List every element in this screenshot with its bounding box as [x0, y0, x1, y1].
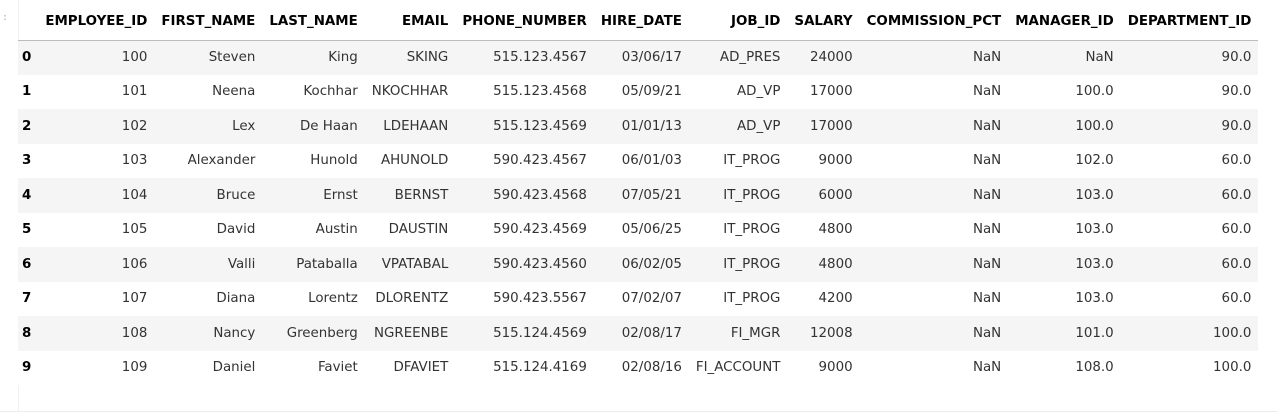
table-cell: Lorentz — [308, 291, 358, 307]
table-cell: LDEHAAN — [383, 118, 449, 134]
table-cell: 02/08/16 — [621, 360, 682, 376]
table-cell: David — [216, 222, 256, 238]
table-cell: 590.423.4569 — [493, 222, 587, 238]
table-cell: 01/01/13 — [621, 118, 682, 134]
table-cell: 17000 — [810, 84, 853, 100]
table-cell: 108 — [121, 325, 148, 341]
table-cell: 02/08/17 — [621, 325, 682, 341]
table-cell: 07/02/07 — [621, 291, 682, 307]
column-header: SALARY — [787, 4, 859, 40]
table-cell: Austin — [315, 222, 358, 238]
table-cell: 515.123.4567 — [493, 50, 587, 65]
table-cell: Neena — [212, 84, 256, 100]
table-cell: 515.123.4568 — [493, 84, 587, 100]
column-header: EMAIL — [365, 4, 456, 40]
row-index: 0 — [22, 50, 32, 65]
table-cell: Alexander — [187, 153, 256, 169]
table-cell: NaN — [972, 84, 1002, 100]
table-header — [18, 4, 1258, 40]
table-cell: 105 — [121, 222, 148, 238]
table-cell: Hunold — [310, 153, 358, 169]
table-cell: 590.423.4560 — [493, 256, 587, 272]
table-cell: 24000 — [810, 50, 853, 65]
table-cell: King — [328, 50, 358, 65]
table-cell: 4800 — [818, 256, 853, 272]
row-index: 1 — [22, 84, 32, 100]
column-header: DEPARTMENT_ID — [1121, 4, 1258, 40]
table-cell: 590.423.5567 — [493, 291, 587, 307]
table-body — [18, 40, 1258, 385]
table-cell: Valli — [227, 256, 256, 272]
table-cell: 100 — [121, 50, 148, 65]
table-row — [18, 75, 1258, 110]
table-cell: DFAVIET — [393, 360, 449, 376]
table-cell: 06/01/03 — [621, 153, 682, 169]
table-row — [18, 316, 1258, 351]
table-cell: NaN — [972, 222, 1002, 238]
table-cell: 60.0 — [1221, 187, 1252, 203]
table-cell: 05/06/25 — [621, 222, 682, 238]
table-cell: 108.0 — [1075, 360, 1114, 376]
table-cell: NGREENBE — [374, 325, 449, 341]
row-index: 2 — [22, 118, 32, 134]
output-prompt-marker: : — [2, 12, 9, 23]
column-header: JOB_ID — [689, 4, 788, 40]
table-cell: 515.124.4169 — [493, 360, 587, 376]
table-cell: 4200 — [818, 291, 853, 307]
column-header: EMPLOYEE_ID — [38, 4, 154, 40]
table-cell: AD_VP — [737, 118, 781, 134]
cell-output-area[interactable] — [18, 4, 1258, 400]
table-cell: IT_PROG — [723, 187, 781, 203]
table-cell: 03/06/17 — [621, 50, 682, 65]
table-cell: 9000 — [818, 153, 853, 169]
table-cell: 06/02/05 — [621, 256, 682, 272]
table-cell: 100.0 — [1075, 84, 1114, 100]
table-cell: 103 — [121, 153, 148, 169]
table-cell: IT_PROG — [723, 222, 781, 238]
table-cell: 90.0 — [1221, 84, 1252, 100]
index-header — [18, 4, 38, 40]
table-cell: AD_PRES — [719, 50, 781, 65]
table-cell: 60.0 — [1221, 222, 1252, 238]
table-cell: NaN — [972, 50, 1002, 65]
table-cell: 103.0 — [1075, 291, 1114, 307]
table-cell: NaN — [972, 153, 1002, 169]
table-cell: NaN — [1085, 50, 1114, 65]
table-cell: 9000 — [818, 360, 853, 376]
table-cell: 102.0 — [1075, 153, 1114, 169]
table-cell: DLORENTZ — [375, 291, 449, 307]
table-cell: De Haan — [299, 118, 358, 134]
table-cell: Nancy — [213, 325, 256, 341]
table-cell: 104 — [121, 187, 148, 203]
table-cell: NaN — [972, 325, 1002, 341]
table-cell: 101.0 — [1075, 325, 1114, 341]
row-index: 7 — [22, 291, 32, 307]
column-header: FIRST_NAME — [154, 4, 262, 40]
table-cell: VPATABAL — [381, 256, 449, 272]
table-cell: 17000 — [810, 118, 853, 134]
table-cell: NKOCHHAR — [371, 84, 449, 100]
table-cell: Greenberg — [286, 325, 358, 341]
column-header: HIRE_DATE — [594, 4, 689, 40]
table-cell: Pataballa — [296, 256, 358, 272]
row-index: 4 — [22, 187, 32, 203]
table-row — [18, 109, 1258, 144]
table-cell: 100.0 — [1213, 325, 1252, 341]
table-row — [18, 40, 1258, 75]
table-cell: SKING — [406, 50, 449, 65]
table-cell: NaN — [972, 256, 1002, 272]
column-header: PHONE_NUMBER — [455, 4, 594, 40]
header-row — [18, 4, 1258, 40]
table-cell: 106 — [121, 256, 148, 272]
table-cell: Steven — [208, 50, 256, 65]
table-cell: 12008 — [810, 325, 853, 341]
table-cell: NaN — [972, 291, 1002, 307]
table-row — [18, 247, 1258, 282]
table-cell: Ernst — [323, 187, 358, 203]
dataframe-table — [18, 4, 1258, 385]
table-cell: Faviet — [317, 360, 358, 376]
table-cell: 100.0 — [1075, 118, 1114, 134]
table-cell: 101 — [121, 84, 148, 100]
table-cell: 102 — [121, 118, 148, 134]
table-cell: Diana — [216, 291, 256, 307]
table-cell: Daniel — [212, 360, 256, 376]
output-prompt-gutter — [0, 0, 19, 412]
table-cell: Bruce — [216, 187, 256, 203]
table-cell: 109 — [121, 360, 148, 376]
table-cell: 103.0 — [1075, 187, 1114, 203]
table-cell: 103.0 — [1075, 222, 1114, 238]
table-cell: FI_ACCOUNT — [695, 360, 781, 376]
table-cell: BERNST — [394, 187, 449, 203]
table-cell: IT_PROG — [723, 153, 781, 169]
row-index: 6 — [22, 256, 32, 272]
table-cell: AHUNOLD — [380, 153, 449, 169]
table-row — [18, 351, 1258, 386]
row-index: 9 — [22, 360, 32, 376]
table-cell: NaN — [972, 187, 1002, 203]
row-index: 8 — [22, 325, 32, 341]
table-cell: 107 — [121, 291, 148, 307]
table-cell: FI_MGR — [730, 325, 781, 341]
column-header: LAST_NAME — [262, 4, 364, 40]
table-cell: 90.0 — [1221, 118, 1252, 134]
table-row — [18, 144, 1258, 179]
table-cell: NaN — [972, 360, 1002, 376]
table-cell: AD_VP — [737, 84, 781, 100]
table-cell: DAUSTIN — [388, 222, 449, 238]
table-row — [18, 213, 1258, 248]
table-cell: Kochhar — [303, 84, 358, 100]
table-cell: IT_PROG — [723, 291, 781, 307]
column-header: MANAGER_ID — [1008, 4, 1121, 40]
table-cell: 103.0 — [1075, 256, 1114, 272]
table-row — [18, 178, 1258, 213]
table-cell: 60.0 — [1221, 153, 1252, 169]
table-cell: 100.0 — [1213, 360, 1252, 376]
table-cell: 6000 — [818, 187, 853, 203]
table-cell: 4800 — [818, 222, 853, 238]
table-cell: NaN — [972, 118, 1002, 134]
table-cell: IT_PROG — [723, 256, 781, 272]
row-index: 5 — [22, 222, 32, 238]
row-index: 3 — [22, 153, 32, 169]
table-cell: Lex — [232, 118, 256, 134]
table-cell: 515.123.4569 — [493, 118, 587, 134]
table-cell: 05/09/21 — [621, 84, 682, 100]
column-header: COMMISSION_PCT — [860, 4, 1009, 40]
table-cell: 60.0 — [1221, 256, 1252, 272]
table-row — [18, 282, 1258, 317]
table-cell: 07/05/21 — [621, 187, 682, 203]
table-cell: 590.423.4567 — [493, 153, 587, 169]
table-cell: 515.124.4569 — [493, 325, 587, 341]
table-cell: 60.0 — [1221, 291, 1252, 307]
table-cell: 590.423.4568 — [493, 187, 587, 203]
table-cell: 90.0 — [1221, 50, 1252, 65]
